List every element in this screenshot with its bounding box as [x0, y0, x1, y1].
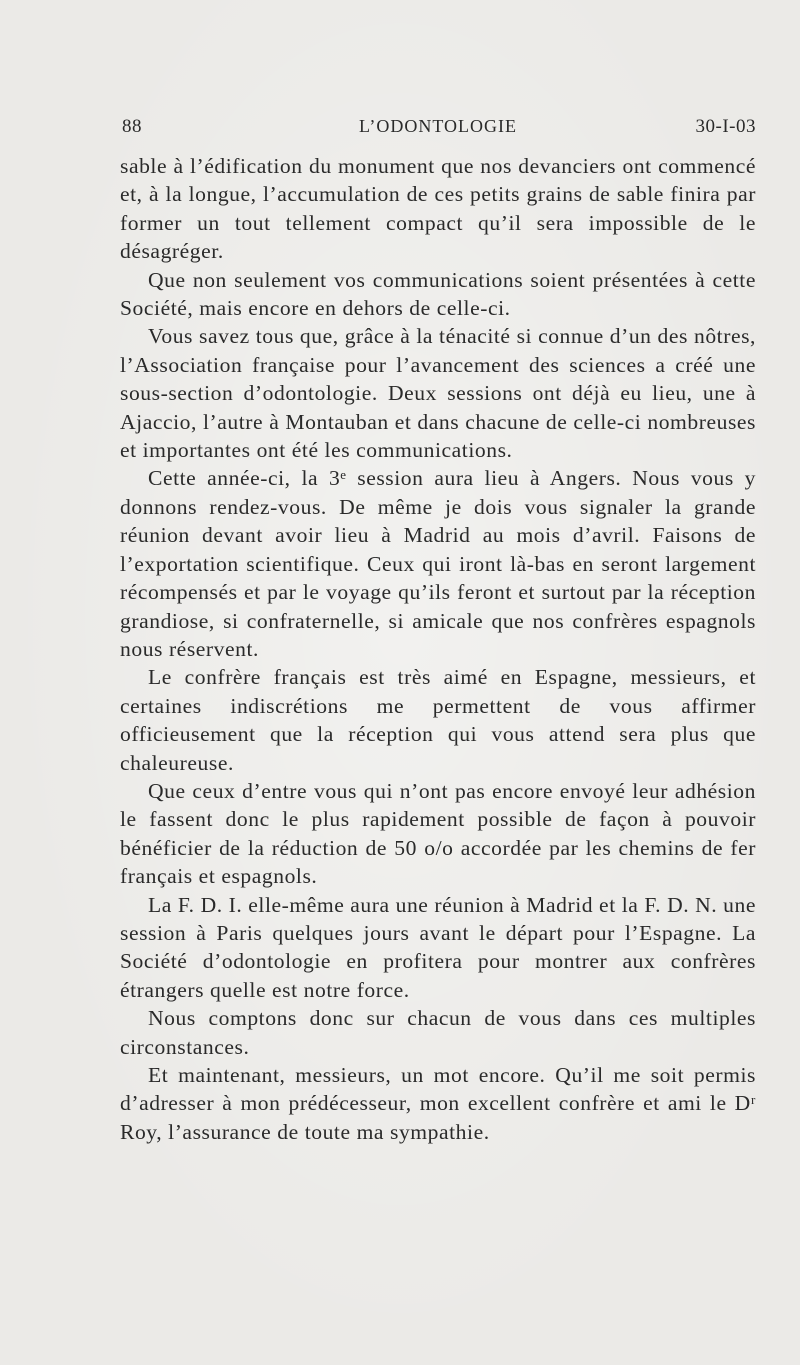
body-text: [120, 152, 756, 1146]
running-title: L’ODONTOLOGIE: [359, 116, 517, 136]
paragraph: La F. D. I. elle-même aura une réunion à Madrid et la F. D. N. une session à Paris quelques jours avant le départ pour l’Espagne. La Société d’odontologie en profitera pour montrer aux confrères étrangers quelle est notre force.: [120, 892, 756, 1002]
paragraph: Que ceux d’entre vous qui n’ont pas encore envoyé leur adhésion le fassent donc le plus rapidement possible de façon à pouvoir bénéficier de la réduction de 50 o/o accordée par les chemins de fer français et espagnols.: [120, 778, 756, 889]
issue-date: 30-I-03: [695, 116, 756, 137]
paragraph: Cette année-ci, la 3ᵉ session aura lieu à Angers. Nous vous y donnons rendez-vous. De même je dois vous signaler la grande réunion devant avoir lieu à Madrid au mois d’avril. Faisons de l’exportation scientifique. Ceux qui iront là-bas en seront largement récompensés et par le voyage qu’ils feront et surtout par la réception grandiose, si confraternelle, si amicale que nos confrères espagnols nous réservent.: [120, 466, 756, 661]
paragraph: Nous comptons donc sur chacun de vous dans ces multiples circonstances.: [120, 1006, 756, 1059]
paragraph: sable à l’édification du monument que nos devanciers ont commencé et, à la longue, l’accumulation de ces petits grains de sable finira par former un tout tellement compact qu’il sera impossible de le désagréger.: [120, 154, 756, 264]
paragraph: Et maintenant, messieurs, un mot encore. Qu’il me soit permis d’adresser à mon prédécesseur, mon excellent confrère et ami le Dʳ Roy, l’assurance de toute ma sympathie.: [120, 1063, 756, 1144]
paragraph: Le confrère français est très aimé en Espagne, messieurs, et certaines indiscrétions me permettent de vous affirmer officieusement que la réception qui vous attend sera plus que chaleureuse.: [120, 665, 756, 775]
paragraph: Que non seulement vos communications soient présentées à cette Société, mais encore en dehors de celle-ci.: [120, 267, 756, 321]
page-number: 88: [122, 116, 142, 137]
paragraph: Vous savez tous que, grâce à la ténacité si connue d’un des nôtres, l’Association française pour l’avancement des sciences a créé une sous-section d’odontologie. Deux sessions ont déjà eu lieu, une à Ajaccio, l’autre à Montauban et dans chacune de celle-ci nombreuses et importantes ont été les communications.: [120, 324, 756, 463]
page-header: [120, 116, 756, 146]
